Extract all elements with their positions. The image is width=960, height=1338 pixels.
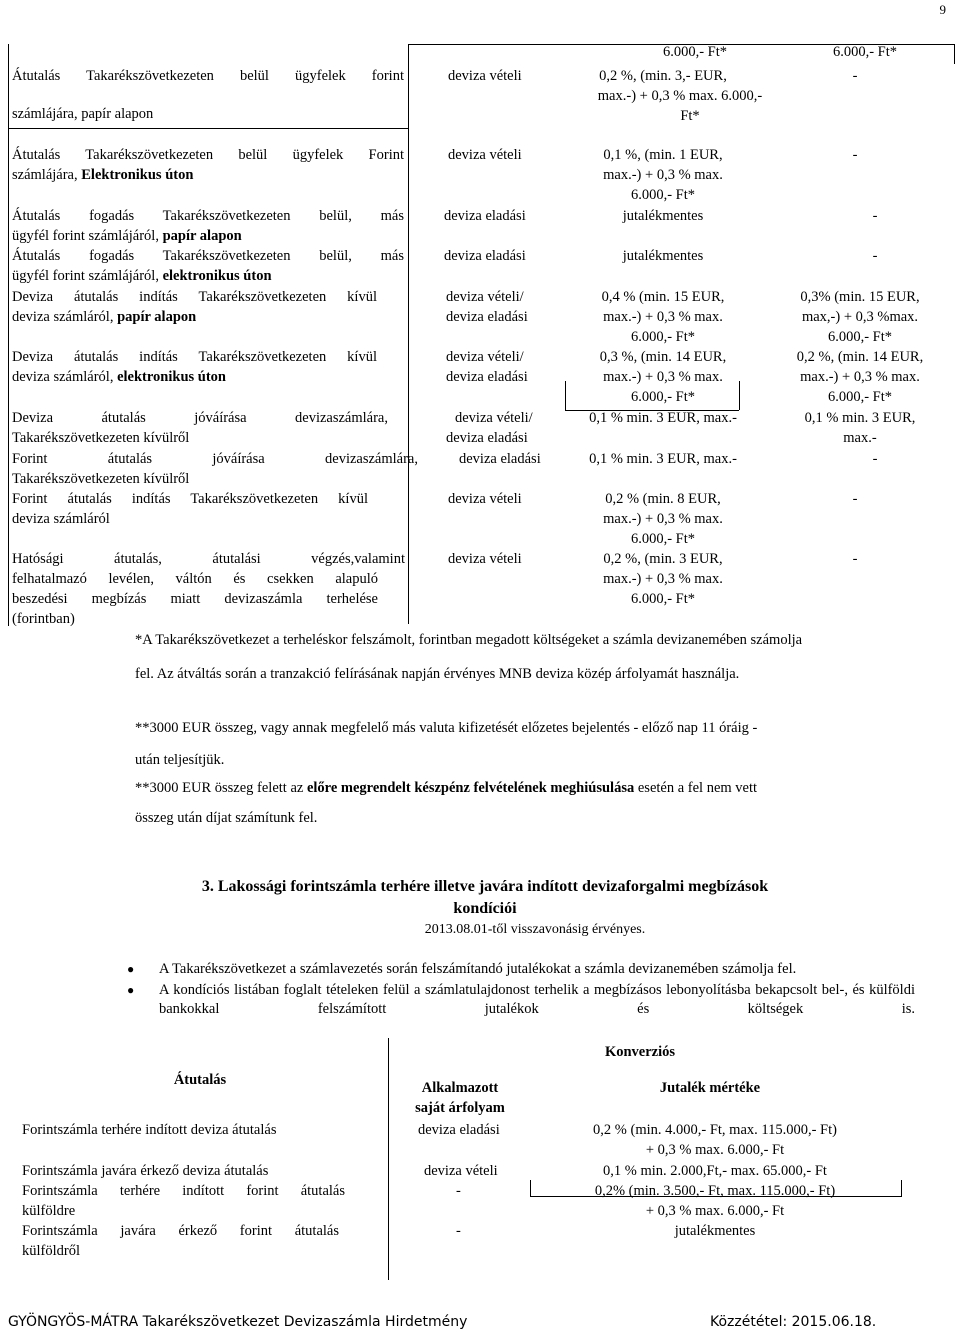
row1-fee1-2: max.-) + 0,3 % max. 6.000,- <box>597 88 763 104</box>
validity: 2013.08.01-től visszavonásig érvényes. <box>424 922 646 937</box>
table-divider <box>408 44 409 624</box>
table-rule <box>8 128 408 129</box>
row6-fee1-1: max.-) + 0,3 % max. <box>603 369 723 385</box>
row6-fee2-2: 6.000,- Ft* <box>827 389 893 405</box>
t2-row2-rate: deviza vételi <box>424 1163 498 1179</box>
row4-desc-b-bold: elektronikus úton <box>162 268 272 284</box>
row6-rate2: deviza eladási <box>446 369 528 385</box>
row9-fee1-2: 6.000,- Ft* <box>630 531 696 547</box>
note-3a-bold: előre megrendelt készpénz felvételének meghiúsulása <box>306 780 635 796</box>
note-3a-post: esetén a fel nem vett <box>634 780 758 796</box>
header-jutalek: Jutalék mértéke <box>659 1080 761 1096</box>
row1-fee1-3: Ft* <box>680 108 700 124</box>
t2-row1-fee-0: 0,2 % (min. 4.000,- Ft, max. 115.000,- Ft) <box>593 1122 837 1138</box>
row2-desc-b-bold: Elektronikus úton <box>81 167 194 183</box>
row4-fee1-0: jutalékmentes <box>622 248 704 264</box>
row6-fee2-0: 0,2 %, (min. 14 EUR, <box>796 349 924 365</box>
row6-fee1-0: 0,3 %, (min. 14 EUR, <box>599 349 727 365</box>
row5-fee2-1: max,-) + 0,3 %max. <box>801 309 919 325</box>
row3-fee2-0: - <box>872 208 878 224</box>
row9-rate: deviza vételi <box>448 491 522 507</box>
row9-fee1-1: max.-) + 0,3 % max. <box>603 511 723 527</box>
row8-fee1-0: 0,1 % min. 3 EUR, max.- <box>589 451 737 467</box>
row10-rate: deviza vételi <box>448 551 522 567</box>
row2-fee1-0: 0,1 %, (min. 1 EUR, <box>603 147 723 163</box>
section-title-line1: 3. Lakossági forintszámla terhére illetve javára indított devizaforgalmi megbízások <box>201 878 769 895</box>
note-1a: *A Takarékszövetkezet a terheléskor felszámolt, forintban megadott költségeket a számla devizanemében számolja <box>135 632 803 648</box>
row7-fee1-0: 0,1 % min. 3 EUR, max.- <box>589 410 737 426</box>
row1-desc-a: Átutalás Takarékszövetkezeten belül ügyfelek forint <box>12 68 404 84</box>
note-2b: után teljesítjük. <box>135 752 225 768</box>
row10-fee1-0: 0,2 %, (min. 3 EUR, <box>603 551 723 567</box>
row8-rate: deviza eladási <box>459 451 541 467</box>
t2-row1-desc: Forintszámla terhére indított deviza átutalás <box>22 1122 277 1138</box>
table-border-right <box>954 44 955 64</box>
row6-desc-b-bold: elektronikus úton <box>117 369 226 385</box>
row10-desc-1: felhatalmazó levélen, váltón és csekken alapuló <box>12 571 378 587</box>
row7-fee2-0: 0,1 % min. 3 EUR, <box>804 410 916 426</box>
row5-rate2: deviza eladási <box>446 309 528 325</box>
row7-desc-b: Takarékszövetkezeten kívülről <box>12 430 190 446</box>
t2-row3-fee-0: 0,2% (min. 3.500,- Ft, max. 115.000,- Ft) <box>594 1183 836 1199</box>
row5-fee1-1: max.-) + 0,3 % max. <box>603 309 723 325</box>
row4-desc-b: ügyfél forint számlájáról, <box>12 268 163 284</box>
row5-desc-b-bold: papír alapon <box>117 309 197 325</box>
row10-desc-0: Hatósági átutalás, átutalási végzés,valamint <box>12 551 405 567</box>
row6-desc-a: Deviza átutalás indítás Takarékszövetkezeten kívül <box>12 349 377 365</box>
row2-fee1-1: max.-) + 0,3 % max. <box>603 167 723 183</box>
t2-row4-rate: - <box>456 1223 461 1239</box>
row2-desc-a: Átutalás Takarékszövetkezeten belül ügyfelek Forint <box>12 147 404 163</box>
note-3a-pre: **3000 EUR összeg felett az <box>135 780 307 796</box>
row6-fee2-1: max.-) + 0,3 % max. <box>800 369 920 385</box>
row10-fee1-1: max.-) + 0,3 % max. <box>603 571 723 587</box>
row3-desc-b: ügyfél forint számlájáról, <box>12 228 163 244</box>
row3-desc-b-bold: papír alapon <box>162 228 242 244</box>
t2-row4-desc-1: külföldről <box>22 1243 80 1259</box>
t2-row3-fee-1: + 0,3 % max. 6.000,- Ft <box>645 1203 785 1219</box>
row5-fee1-2: 6.000,- Ft* <box>630 329 696 345</box>
row6-rate: deviza vételi/ <box>446 349 524 365</box>
row7-rate: deviza vételi/ <box>455 410 533 426</box>
row3-rate: deviza eladási <box>444 208 526 224</box>
row7-rate2: deviza eladási <box>446 430 528 446</box>
bullet-icon: ● <box>127 962 135 976</box>
row9-desc-b: deviza számláról <box>12 511 110 527</box>
row7-desc-a: Deviza átutalás jóváírása devizaszámlára, <box>12 410 388 426</box>
row5-fee2-0: 0,3% (min. 15 EUR, <box>800 289 920 305</box>
section-title-line2: kondíciói <box>453 900 517 917</box>
t2-row1-rate: deviza eladási <box>418 1122 500 1138</box>
row5-desc-b: deviza számláról, <box>12 309 118 325</box>
header-alkalmazott-1: Alkalmazott <box>421 1080 499 1096</box>
row4-fee2-0: - <box>872 248 878 264</box>
row8-fee2-0: - <box>872 451 878 467</box>
row1-rate: deviza vételi <box>448 68 522 84</box>
row1-desc-b: számlájára, papír alapon <box>12 106 154 122</box>
row9-desc-a: Forint átutalás indítás Takarékszövetkezeten kívül <box>12 491 368 507</box>
row5-rate: deviza vételi/ <box>446 289 524 305</box>
bullet-2-text-content: A kondíciós listában foglalt tételeken felül a számlatulajdonost terhelik a megbízásos lebonyolításba bekapcsolt bel-, és külföldi bankokkal felszámított jutalékok és költségek is. <box>159 982 915 1017</box>
table2-divider <box>388 1038 389 1280</box>
row1-fee1-0: 6.000,- Ft* <box>662 44 728 60</box>
t2-row3-desc-0: Forintszámla terhére indított forint átutalás <box>22 1183 345 1199</box>
row8-desc-b: Takarékszövetkezeten kívülről <box>12 471 190 487</box>
header-konverzios: Konverziós <box>604 1044 676 1060</box>
row5-fee2-2: 6.000,- Ft* <box>827 329 893 345</box>
t2-row2-fee-0: 0,1 % min. 2.000,Ft,- max. 65.000,- Ft <box>603 1163 827 1179</box>
row3-fee1-0: jutalékmentes <box>622 208 704 224</box>
table2-divider <box>901 1180 902 1197</box>
row10-desc-2: beszedési megbízás miatt devizaszámla terhelése <box>12 591 378 607</box>
row3-desc-a: Átutalás fogadás Takarékszövetkezeten belül, más <box>12 208 404 224</box>
bullet-2-text <box>159 981 915 1019</box>
footer-date: Közzététel: 2015.06.18. <box>710 1314 877 1330</box>
footer-title: GYÖNGYÖS-MÁTRA Takarékszövetkezet Devizaszámla Hirdetmény <box>8 1314 468 1330</box>
row4-rate: deviza eladási <box>444 248 526 264</box>
page-number: 9 <box>939 2 946 17</box>
t2-row3-desc-1: külföldre <box>22 1203 76 1219</box>
row9-fee2-0: - <box>852 491 858 507</box>
row1-fee2-1: - <box>852 68 858 84</box>
t2-row3-rate: - <box>456 1183 461 1199</box>
table-border-left <box>8 44 9 626</box>
row10-fee2-0: - <box>852 551 858 567</box>
row2-desc-b: számlájára, <box>12 167 82 183</box>
row2-fee2-0: - <box>852 147 858 163</box>
row6-fee1-2: 6.000,- Ft* <box>630 389 696 405</box>
row5-fee1-0: 0,4 % (min. 15 EUR, <box>601 289 725 305</box>
note-2a: **3000 EUR összeg, vagy annak megfelelő más valuta kifizetését előzetes bejelentés - előző nap 11 óráig - <box>135 720 758 736</box>
bullet-1-text: A Takarékszövetkezet a számlavezetés során felszámítandó jutalékokat a számla devizanemében számolja fel. <box>159 961 797 977</box>
note-1b: fel. Az átváltás során a tranzakció felírásának napján érvényes MNB deviza közép árfolyamát használja. <box>135 666 740 682</box>
t2-row4-fee-0: jutalékmentes <box>674 1223 756 1239</box>
header-atutalas: Átutalás <box>173 1072 227 1088</box>
t2-row1-fee-1: + 0,3 % max. 6.000,- Ft <box>645 1142 785 1158</box>
row7-fee2-1: max.- <box>843 430 877 446</box>
row5-desc-a: Deviza átutalás indítás Takarékszövetkezeten kívül <box>12 289 377 305</box>
t2-row2-desc: Forintszámla javára érkező deviza átutalás <box>22 1163 269 1179</box>
header-alkalmazott-2: saját árfolyam <box>415 1100 505 1116</box>
row1-fee2-0: 6.000,- Ft* <box>832 44 898 60</box>
bullet-icon: ● <box>127 983 135 997</box>
row10-fee1-2: 6.000,- Ft* <box>630 591 696 607</box>
t2-row4-desc-0: Forintszámla javára érkező forint átutalás <box>22 1223 339 1239</box>
row8-desc-a: Forint átutalás jóváírása devizaszámlára, <box>12 451 418 467</box>
row2-rate: deviza vételi <box>448 147 522 163</box>
row4-desc-a: Átutalás fogadás Takarékszövetkezeten belül, más <box>12 248 404 264</box>
row2-fee1-2: 6.000,- Ft* <box>630 187 696 203</box>
row9-fee1-0: 0,2 % (min. 8 EUR, <box>605 491 721 507</box>
note-3b: összeg után díjat számítunk fel. <box>135 810 318 826</box>
row6-desc-b: deviza számláról, <box>12 369 118 385</box>
row1-fee1-1: 0,2 %, (min. 3,- EUR, <box>599 68 727 84</box>
row10-desc-3: (forintban) <box>12 611 75 627</box>
